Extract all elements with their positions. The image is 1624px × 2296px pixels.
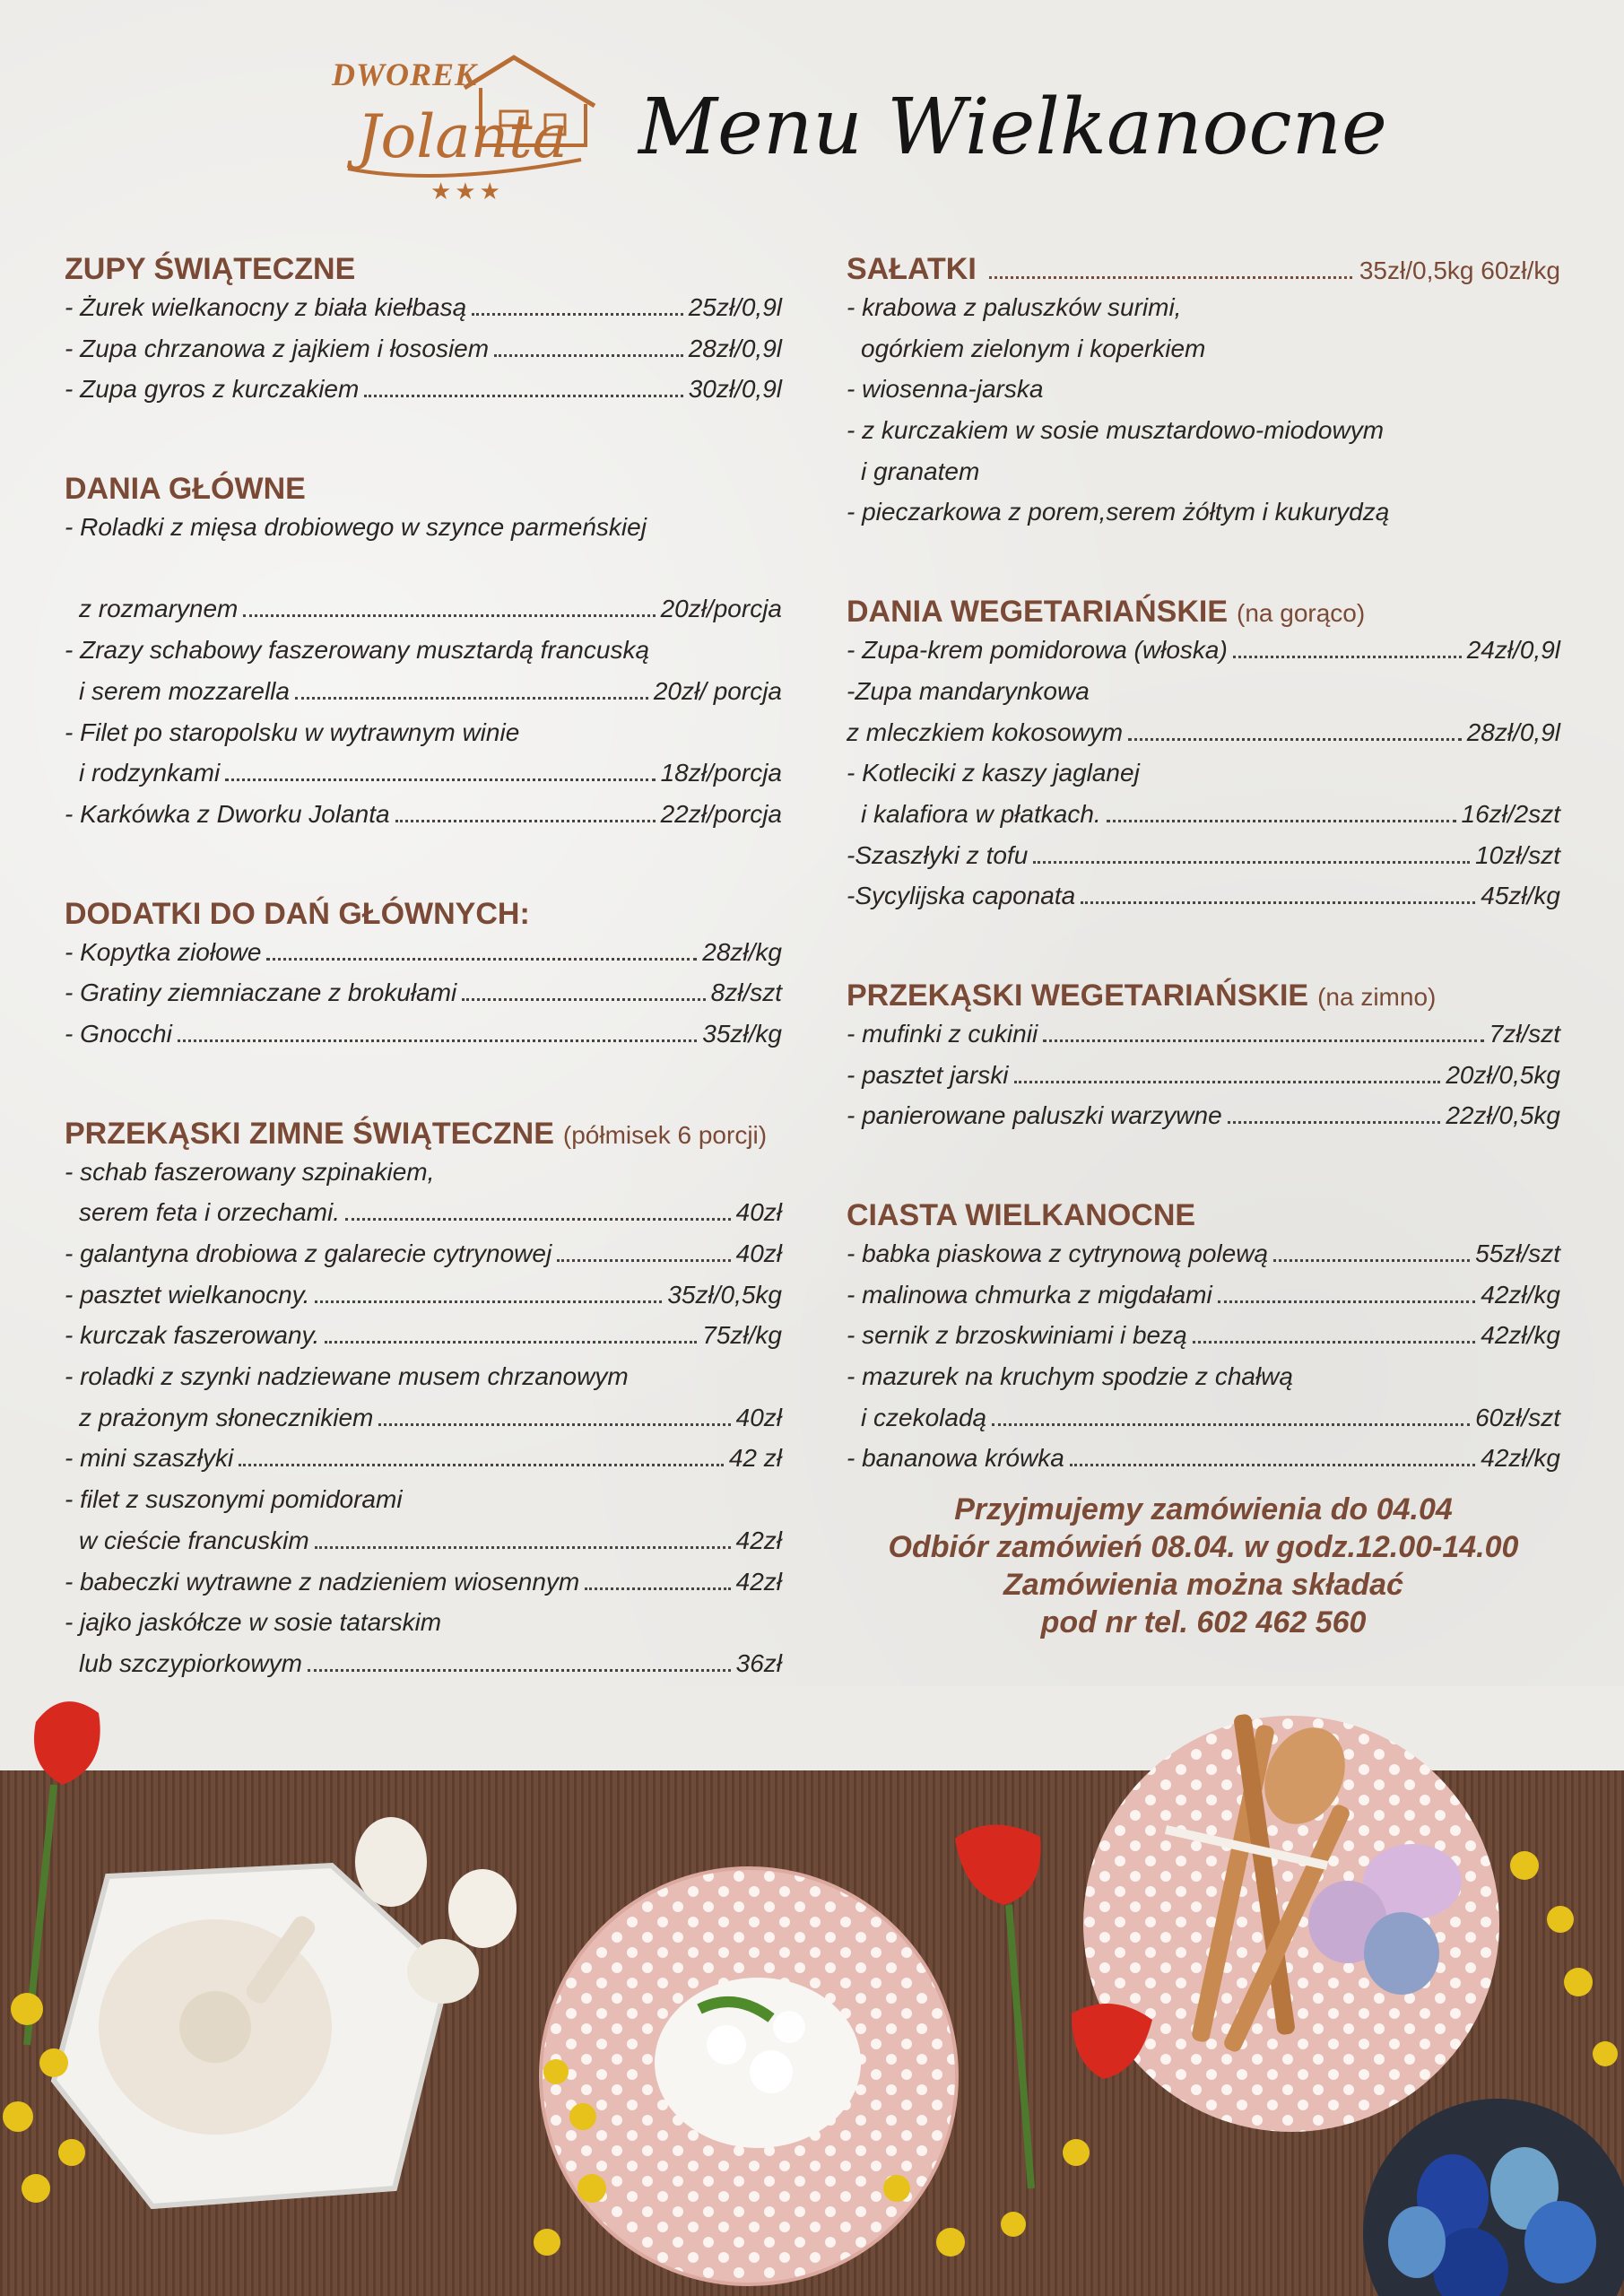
menu-item xyxy=(65,588,782,630)
left-column xyxy=(65,240,782,1725)
dot-leader xyxy=(494,354,683,357)
dot-leader xyxy=(1014,1081,1441,1083)
menu-item xyxy=(65,369,782,410)
menu-item-name: - z kurczakiem w sosie musztardowo-miodowym xyxy=(847,416,1385,445)
menu-item xyxy=(847,1233,1560,1274)
menu-item-price: 40zł xyxy=(735,1198,782,1227)
menu-item-name: - sernik z brzoskwiniami i bezą xyxy=(847,1321,1187,1350)
menu-item-name: - Kotleciki z kaszy jaglanej xyxy=(847,759,1140,787)
dot-leader xyxy=(308,1669,731,1672)
menu-item-price: 55zł/szt xyxy=(1475,1239,1560,1267)
menu-item xyxy=(847,671,1560,712)
menu-item-name: - panierowane paluszki warzywne xyxy=(847,1101,1222,1130)
menu-item-name: - babeczki wytrawne z nadzieniem wiosennym xyxy=(65,1567,580,1596)
menu-item-name: -Zupa mandarynkowa xyxy=(847,676,1090,705)
menu-item xyxy=(65,1356,782,1397)
menu-item-name: - kurczak faszerowany. xyxy=(65,1321,320,1350)
right-column xyxy=(847,240,1560,1479)
dot-leader xyxy=(1228,1121,1441,1124)
menu-item-price: 42zł/kg xyxy=(1481,1444,1560,1473)
menu-item xyxy=(847,410,1560,451)
brand-script: Jolanta xyxy=(357,102,569,171)
menu-item-name: - schab faszerowany szpinakiem, xyxy=(65,1157,435,1186)
dot-leader xyxy=(1107,820,1456,822)
dot-leader xyxy=(585,1587,730,1590)
menu-item-price: 75zł/kg xyxy=(702,1321,782,1350)
dot-leader xyxy=(325,1341,697,1344)
menu-item xyxy=(847,1397,1560,1439)
section-note: (półmisek 6 porcji) xyxy=(562,1120,768,1149)
menu-item-price: 16zł/2szt xyxy=(1461,799,1560,828)
menu-item-name: w cieście francuskim xyxy=(79,1526,309,1554)
teapot-icon xyxy=(54,1866,448,2206)
menu-item-price: 20zł/porcja xyxy=(660,595,782,623)
menu-item xyxy=(65,972,782,1013)
dot-leader xyxy=(364,395,682,397)
menu-item-name: i granatem xyxy=(861,457,980,485)
section-heading xyxy=(847,1187,1560,1233)
menu-item-name: - Gratiny ziemniaczane z brokułami xyxy=(65,978,457,1007)
dot-leader xyxy=(1218,1300,1476,1303)
menu-item xyxy=(65,671,782,712)
menu-item xyxy=(65,1438,782,1479)
menu-item-name: -Szaszłyki z tofu xyxy=(847,840,1029,869)
menu-item-name: i czekoladą xyxy=(861,1403,987,1431)
menu-section xyxy=(65,240,782,410)
section-gap xyxy=(847,1136,1560,1187)
section-heading xyxy=(65,1105,782,1152)
menu-item-name: - Zupa gyros z kurczakiem xyxy=(65,375,360,404)
logo xyxy=(330,52,608,210)
menu-item xyxy=(847,1315,1560,1356)
menu-item-price: 28zł/0,9l xyxy=(1466,718,1560,746)
section-title: SAŁATKI xyxy=(847,252,977,286)
menu-item-price: 20zł/ porcja xyxy=(653,676,782,705)
section-gap xyxy=(65,410,782,460)
menu-item-name: lub szczypiorkowym xyxy=(79,1648,302,1677)
menu-item xyxy=(847,1438,1560,1479)
menu-item-price: 42 zł xyxy=(728,1444,782,1473)
menu-item xyxy=(847,451,1560,492)
brand-stars: ★★★ xyxy=(430,178,504,204)
menu-item xyxy=(847,794,1560,835)
menu-item-name: - Zrazy schabowy faszerowany musztardą francuską xyxy=(65,636,650,665)
menu-item xyxy=(65,630,782,671)
dot-leader xyxy=(315,1546,731,1549)
dot-leader xyxy=(295,697,648,700)
menu-item xyxy=(65,1643,782,1684)
menu-item-name: - krabowa z paluszków surimi, xyxy=(847,293,1182,321)
section-title: DODATKI DO DAŃ GŁÓWNYCH: xyxy=(65,896,530,931)
menu-item-name: serem feta i orzechami. xyxy=(79,1198,340,1227)
menu-item-price: 10zł/szt xyxy=(1475,840,1560,869)
menu-item-price: 36zł xyxy=(735,1648,782,1677)
menu-item-price: 8zł/szt xyxy=(710,978,782,1007)
menu-item-name: z mleczkiem kokosowym xyxy=(847,718,1124,746)
menu-item xyxy=(847,328,1560,370)
menu-item xyxy=(847,875,1560,917)
dot-leader xyxy=(1128,738,1462,741)
menu-item-name: i serem mozzarella xyxy=(79,676,290,705)
menu-item-name: - Kopytka ziołowe xyxy=(65,937,262,966)
menu-item xyxy=(847,712,1560,753)
menu-item-name: - Roladki z mięsa drobiowego w szynce parmeńskiej xyxy=(65,513,647,542)
section-gap xyxy=(65,1055,782,1105)
menu-item-price: 42zł xyxy=(735,1526,782,1554)
dot-leader xyxy=(1081,901,1475,904)
menu-item-name: ogórkiem zielonym i koperkiem xyxy=(861,334,1206,362)
dot-leader xyxy=(1043,1039,1483,1042)
cake-icon xyxy=(655,1978,861,2148)
dot-leader xyxy=(378,1423,730,1426)
menu-item xyxy=(65,712,782,753)
section-heading xyxy=(847,583,1560,630)
dot-leader xyxy=(992,1423,1470,1426)
dot-leader xyxy=(239,1464,724,1466)
menu-item-price: 40zł xyxy=(735,1239,782,1267)
menu-section xyxy=(847,583,1560,917)
menu-item-name: - pasztet jarski xyxy=(847,1060,1009,1089)
menu-item xyxy=(65,794,782,835)
dot-leader xyxy=(989,276,1352,279)
section-price: 35zł/0,5kg 60zł/kg xyxy=(1359,257,1560,284)
section-heading xyxy=(65,240,782,287)
section-gap xyxy=(847,533,1560,583)
section-heading xyxy=(65,885,782,932)
menu-item xyxy=(847,1274,1560,1316)
dot-leader xyxy=(315,1300,662,1303)
menu-item xyxy=(847,491,1560,533)
menu-item xyxy=(65,1479,782,1520)
menu-item-name: - Gnocchi xyxy=(65,1019,172,1048)
section-note: (na zimno) xyxy=(1317,982,1437,1011)
menu-item-name: - bananowa krówka xyxy=(847,1444,1064,1473)
dot-leader xyxy=(472,313,682,316)
menu-item-name: - filet z suszonymi pomidorami xyxy=(65,1485,403,1514)
egg-icon xyxy=(448,1869,517,1948)
egg-icon xyxy=(1364,1912,1439,1995)
menu-item xyxy=(65,1233,782,1274)
menu-section xyxy=(65,1105,782,1726)
menu-item xyxy=(847,752,1560,794)
menu-item-name: - mazurek na kruchym spodzie z chałwą xyxy=(847,1362,1293,1391)
easter-table-photo xyxy=(0,1686,1624,2296)
menu-item-name: - Żurek wielkanocny z biała kiełbasą xyxy=(65,293,467,321)
menu-item xyxy=(65,507,782,548)
dot-leader xyxy=(395,820,656,822)
menu-item-name: i rodzynkami xyxy=(79,759,221,787)
section-heading xyxy=(65,460,782,507)
section-title: DANIA GŁÓWNE xyxy=(65,472,306,507)
menu-item-price: 45zł/kg xyxy=(1481,882,1560,910)
menu-item xyxy=(65,1561,782,1603)
menu-item xyxy=(847,1095,1560,1136)
menu-item-name: - mini szaszłyki xyxy=(65,1444,234,1473)
egg-icon xyxy=(355,1817,427,1907)
menu-item-name: - Zupa-krem pomidorowa (włoska) xyxy=(847,636,1228,665)
menu-section xyxy=(847,240,1560,533)
menu-item-price: 18zł/porcja xyxy=(660,759,782,787)
dot-leader xyxy=(345,1218,731,1221)
dot-leader xyxy=(1033,861,1470,864)
menu-item-price: 35zł/kg xyxy=(702,1019,782,1048)
menu-item-price: 7zł/szt xyxy=(1489,1019,1560,1048)
menu-item-price: 35zł/0,5kg xyxy=(667,1280,782,1309)
menu-item-name: - wiosenna-jarska xyxy=(847,375,1044,404)
menu-item-name: - mufinki z cukinii xyxy=(847,1019,1038,1048)
menu-item-name: - galantyna drobiowa z galarecie cytrynowej xyxy=(65,1239,552,1267)
dot-leader xyxy=(178,1039,697,1042)
menu-item-price: 25zł/0,9l xyxy=(688,293,782,321)
menu-item-name: - roladki z szynki nadziewane musem chrzanowym xyxy=(65,1362,629,1391)
dot-leader xyxy=(225,778,655,781)
menu-item xyxy=(65,1013,782,1055)
menu-item xyxy=(65,328,782,370)
egg-icon xyxy=(407,1939,479,2004)
menu-section xyxy=(65,460,782,835)
menu-section xyxy=(65,885,782,1055)
section-gap xyxy=(65,835,782,885)
dot-leader xyxy=(1273,1259,1470,1262)
menu-section xyxy=(847,1187,1560,1479)
menu-item xyxy=(65,1274,782,1316)
order-line: Odbiór zamówień 08.04. w godz.12.00-14.00 xyxy=(888,1530,1519,1564)
dot-leader xyxy=(266,958,697,961)
menu-item-price: 22zł/0,5kg xyxy=(1446,1101,1560,1130)
order-info xyxy=(847,1491,1560,1641)
section-title: DANIA WEGETARIAŃSKIE xyxy=(847,595,1228,630)
menu-item xyxy=(65,1315,782,1356)
menu-item-price: 20zł/0,5kg xyxy=(1446,1060,1560,1089)
menu-item-name: z rozmarynem xyxy=(79,595,239,623)
menu-item xyxy=(65,1602,782,1643)
menu-item-price: 40zł xyxy=(735,1403,782,1431)
order-line: Zamówienia można składać xyxy=(1003,1568,1403,1602)
dot-leader xyxy=(1193,1341,1476,1344)
section-title: PRZEKĄSKI WEGETARIAŃSKIE xyxy=(847,978,1309,1013)
menu-item-price: 28zł/kg xyxy=(702,937,782,966)
menu-item-price: 42zł xyxy=(735,1567,782,1596)
section-gap xyxy=(847,917,1560,967)
menu-item xyxy=(65,287,782,328)
menu-item-name: - Karkówka z Dworku Jolanta xyxy=(65,799,390,828)
menu-item-name: - pieczarkowa z porem,serem żółtym i kukurydzą xyxy=(847,498,1390,526)
brand-top: DWOREK xyxy=(332,57,478,92)
menu-item-name: i kalafiora w płatkach. xyxy=(861,799,1101,828)
menu-item-price: 30zł/0,9l xyxy=(688,375,782,404)
menu-section xyxy=(847,967,1560,1136)
menu-item-price: 42zł/kg xyxy=(1481,1321,1560,1350)
section-title: CIASTA WIELKANOCNE xyxy=(847,1198,1196,1232)
menu-item-price: 28zł/0,9l xyxy=(688,334,782,362)
menu-item-price: 24zł/0,9l xyxy=(1466,636,1560,665)
menu-item-name: - babka piaskowa z cytrynową polewą xyxy=(847,1239,1269,1267)
menu-item xyxy=(847,369,1560,410)
dot-leader xyxy=(462,998,705,1001)
menu-item-name: - malinowa chmurka z migdałami xyxy=(847,1280,1212,1309)
dot-leader xyxy=(243,614,655,617)
menu-item xyxy=(65,752,782,794)
menu-item xyxy=(65,548,782,589)
order-line: Przyjmujemy zamówienia do 04.04 xyxy=(954,1492,1453,1526)
menu-item xyxy=(847,835,1560,876)
menu-item xyxy=(65,1397,782,1439)
dot-leader xyxy=(1070,1464,1475,1466)
menu-item xyxy=(847,1356,1560,1397)
section-title: PRZEKĄSKI ZIMNE ŚWIĄTECZNE xyxy=(65,1116,554,1151)
menu-item xyxy=(847,1055,1560,1096)
section-title: ZUPY ŚWIĄTECZNE xyxy=(65,252,356,286)
section-heading xyxy=(847,967,1560,1013)
page-title: Menu Wielkanocne xyxy=(638,83,1387,172)
dot-leader xyxy=(557,1259,730,1262)
menu-item-name: - pasztet wielkanocny. xyxy=(65,1280,310,1309)
menu-item xyxy=(65,1192,782,1233)
menu-item-price: 42zł/kg xyxy=(1481,1280,1560,1309)
menu-item xyxy=(847,630,1560,671)
menu-item-name: - Zupa chrzanowa z jajkiem i łososiem xyxy=(65,334,490,362)
order-line: pod nr tel. 602 462 560 xyxy=(1040,1605,1367,1639)
section-note: (na gorąco) xyxy=(1237,599,1366,628)
menu-item-price: 60zł/szt xyxy=(1475,1403,1560,1431)
menu-item xyxy=(65,1520,782,1561)
menu-item-name: z prażonym słonecznikiem xyxy=(79,1403,374,1431)
menu-item-price: 22zł/porcja xyxy=(660,799,782,828)
section-heading xyxy=(847,240,1560,287)
menu-item-name: - Filet po staropolsku w wytrawnym winie xyxy=(65,718,520,746)
menu-item-name: - jajko jaskółcze w sosie tatarskim xyxy=(65,1608,442,1637)
menu-item-name: -Sycylijska caponata xyxy=(847,882,1076,910)
dot-leader xyxy=(1233,656,1462,658)
